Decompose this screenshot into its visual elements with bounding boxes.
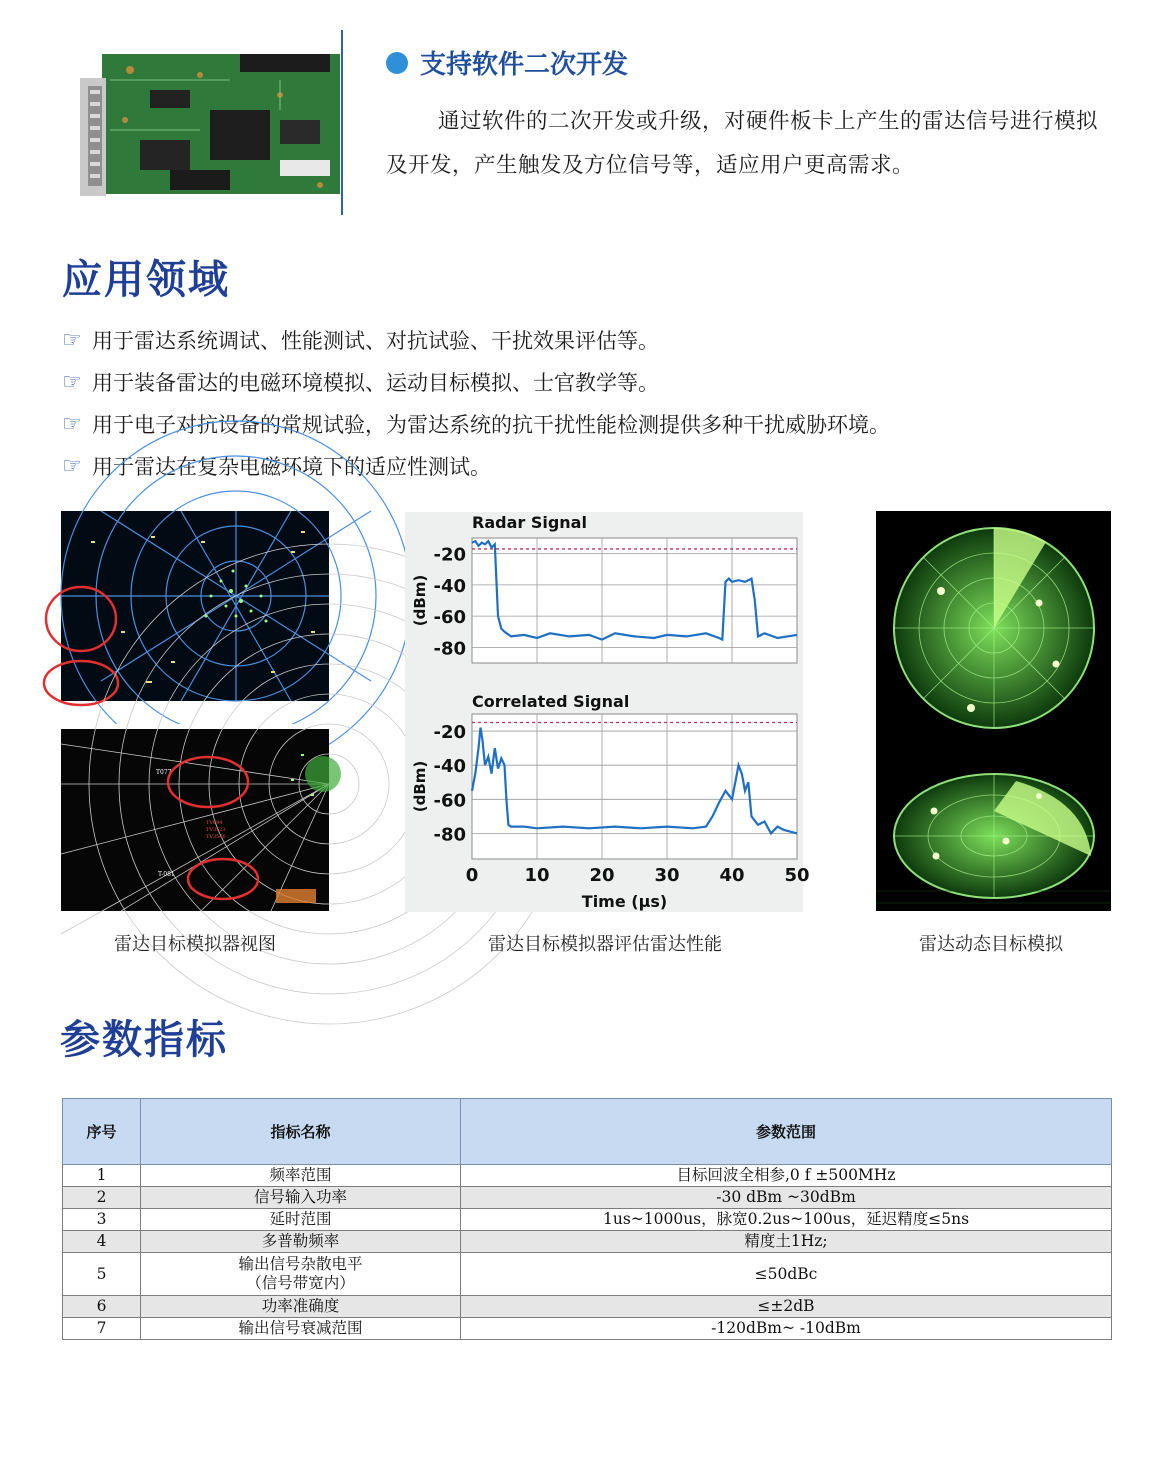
table-row — [63, 1231, 1112, 1253]
table-row — [63, 1318, 1112, 1340]
bullet-dot-icon — [386, 52, 408, 74]
pointing-hand-icon: ☞ — [62, 328, 82, 353]
parameter-name: 功率准确度 — [141, 1296, 461, 1318]
chart-title: Correlated Signal — [472, 692, 630, 711]
y-tick-label: -40 — [433, 575, 466, 597]
parameter-name: 多普勒频率 — [141, 1231, 461, 1253]
parameter-name: 输出信号衰减范围 — [141, 1318, 461, 1340]
feature-title — [386, 44, 628, 81]
applications-list — [62, 320, 890, 488]
track-label: T077 — [156, 769, 172, 776]
parameter-name: 输出信号杂散电平 （信号带宽内） — [141, 1253, 461, 1296]
circuit-board-photo — [80, 50, 342, 196]
figure-caption: 雷达动态目标模拟 — [919, 934, 1063, 955]
parameter-value: 精度土1Hz; — [461, 1231, 1112, 1253]
row-number: 5 — [63, 1253, 141, 1296]
y-tick-label: -20 — [433, 722, 466, 744]
x-tick-label: 40 — [719, 865, 745, 886]
y-tick-label: -20 — [433, 544, 466, 566]
parameter-value: ≤±2dB — [461, 1296, 1112, 1318]
pointing-hand-icon: ☞ — [62, 412, 82, 437]
track-label: TV694 — [206, 820, 223, 826]
signal-charts — [405, 512, 810, 912]
table-row — [63, 1187, 1112, 1209]
row-number: 1 — [63, 1165, 141, 1187]
list-item: ☞ 用于电子对抗设备的常规试验，为雷达系统的抗干扰性能检测提供多种干扰威胁环境。 — [62, 404, 890, 446]
plot-area — [472, 538, 797, 663]
y-axis-label: (dBm) — [411, 574, 429, 627]
track-label: TV3523 — [206, 827, 226, 833]
list-item: ☞ 用于装备雷达的电磁环境模拟、运动目标模拟、士官教学等。 — [62, 362, 890, 404]
x-tick-label: 20 — [589, 865, 615, 886]
column-header: 参数范围 — [461, 1099, 1112, 1165]
parameter-value: 目标回波全相参,0 f ±500MHz — [461, 1165, 1112, 1187]
radar-sector-display-image — [61, 724, 329, 911]
radar-ppi-display-image — [61, 511, 329, 701]
parameter-name: 延时范围 — [141, 1209, 461, 1231]
feature-title-text: 支持软件二次开发 — [420, 50, 629, 80]
pointing-hand-icon: ☞ — [62, 370, 82, 395]
list-item: ☞ 用于雷达系统调试、性能测试、对抗试验、干扰效果评估等。 — [62, 320, 890, 362]
figure-caption: 雷达目标模拟器视图 — [114, 934, 276, 955]
feature-description: 通过软件的二次开发或升级，对硬件板卡上产生的雷达信号进行模拟及开发，产生触发及方位信号等，适应用户更高需求。 — [386, 109, 1099, 178]
signal-charts-svg — [405, 512, 810, 912]
row-number: 6 — [63, 1296, 141, 1318]
x-tick-label: 50 — [784, 865, 810, 886]
y-tick-label: -60 — [433, 790, 466, 812]
parameter-value: ≤50dBc — [461, 1253, 1112, 1296]
figure-caption: 雷达目标模拟器评估雷达性能 — [488, 934, 722, 955]
parameters-heading: 参数指标 — [60, 1017, 228, 1063]
table-header-row — [63, 1099, 1112, 1165]
parameter-value: -120dBm~ -10dBm — [461, 1318, 1112, 1340]
x-axis-label: Time (μs) — [581, 892, 668, 911]
row-number: 3 — [63, 1209, 141, 1231]
column-header: 指标名称 — [141, 1099, 461, 1165]
y-tick-label: -40 — [433, 756, 466, 778]
x-tick-label: 30 — [654, 865, 680, 886]
table-row — [63, 1165, 1112, 1187]
table-row — [63, 1253, 1112, 1296]
track-label: TV3546 — [206, 834, 226, 840]
table-row — [63, 1296, 1112, 1318]
y-tick-label: -80 — [433, 824, 466, 846]
track-label: T-081 — [158, 871, 175, 878]
divider-line — [341, 30, 343, 215]
chart-title: Radar Signal — [472, 513, 587, 532]
y-axis-label: (dBm) — [411, 760, 429, 813]
parameter-name: 信号输入功率 — [141, 1187, 461, 1209]
radar-sweep-image — [876, 511, 1111, 911]
parameter-name: 频率范围 — [141, 1165, 461, 1187]
column-header: 序号 — [63, 1099, 141, 1165]
y-tick-label: -60 — [433, 607, 466, 629]
row-number: 7 — [63, 1318, 141, 1340]
row-number: 2 — [63, 1187, 141, 1209]
parameter-value: -30 dBm ~30dBm — [461, 1187, 1112, 1209]
pointing-hand-icon: ☞ — [62, 454, 82, 479]
x-tick-label: 0 — [465, 865, 479, 886]
x-tick-label: 10 — [524, 865, 550, 886]
y-tick-label: -80 — [433, 638, 466, 660]
list-item: ☞ 用于雷达在复杂电磁环境下的适应性测试。 — [62, 446, 890, 488]
row-number: 4 — [63, 1231, 141, 1253]
specifications-table — [62, 1098, 1112, 1340]
table-row — [63, 1209, 1112, 1231]
parameter-value: 1us~1000us，脉宽0.2us~100us，延迟精度≤5ns — [461, 1209, 1112, 1231]
applications-heading: 应用领域 — [62, 257, 230, 303]
